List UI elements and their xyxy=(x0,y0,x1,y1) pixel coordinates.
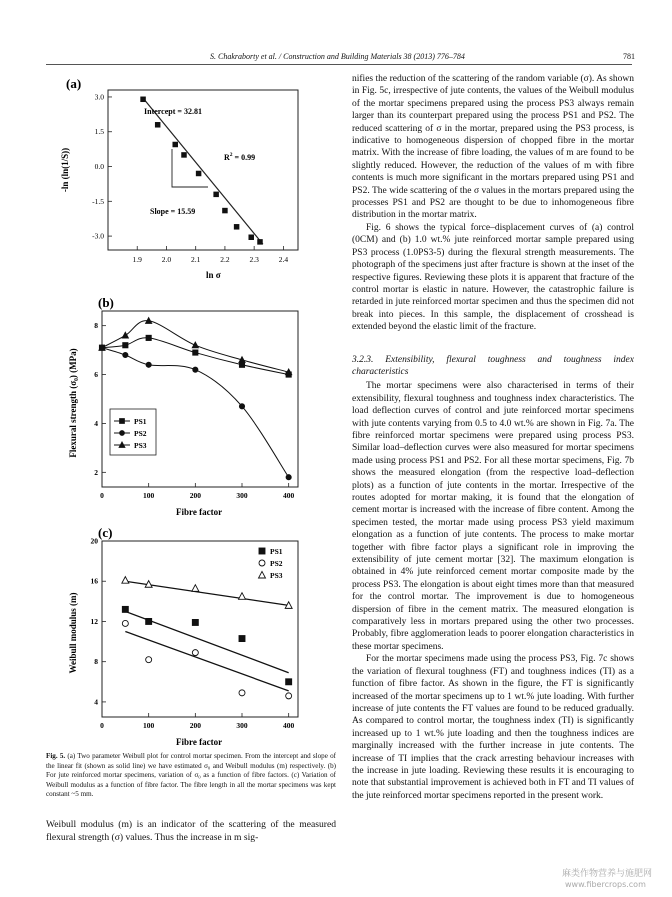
plot-frame xyxy=(102,541,298,717)
paragraph-3: The mortar specimens were also characterised in terms of their extensibility, flexural toughness and toughness index characteristics. The load deflection curves of control and jute reinforced mortar specimens with jute contents varying from 0.5 to 4.0 wt.% are shown in Fig. 7a. The fibre reinforced mortar specimens were prepared using process PS3. Similar load–deflection curves were also measured for mortar specimens made using process PS1 and PS2. For all these mortar specimens, Fig. 7b shows the measured elongation (from the respective load–deflection plots) as a function of jute contents in the mortar. Irrespective of the routes adopted for mortar making, it is found that the elongation of cement mortar is increased with the increase of fibre content. Among the specimen tested, the mortar made using process PS3 yield maximum elongation as a function of jute contents. The process to make mortar together with fibre factor plays a significant role in improving the extensibility of jute cement mortar [32]. The maximum elongation is obtained in 4% jute reinforced cement mortar composite made by the process PS3. The elongation is about eight times more than that measured for the control mortar. The improvement is due to homogeneous dispersion of fibre in the cement matrix. The measured elongation is comparatively less in mortars prepared using the other two processes. Probably, fibre agglomeration leads to poorer elongation characteristics in these mortar specimens. xyxy=(352,381,634,652)
legend-label-ps3: PS3 xyxy=(134,441,147,450)
paragraph-4: For the mortar specimens made using the process PS3, Fig. 7c shows the variation of flexural toughness (FT) and toughness indices (TI) as a function of fibre factor. As shown in the figure, the FT is significantly increased of the mortar specimens up to 1 wt.% jute loading. With further increase of jute contents the FT values are found to be reduced gradually. As compared to control mortar, the toughness index (TI) is significantly increased up to 1 wt.% jute loading and then the toughness indices are marginally increased with the further increase in jute contents. The increase of TI implies that the crack arresting behaviour increases with the increase in jute loading. Reviewing these results it is encouraging to note that substantial improvement is achieved both in FT and TI values of the jute reinforced mortar specimens reported in the present work. xyxy=(352,654,634,801)
square-point xyxy=(193,350,198,355)
panel-label: (b) xyxy=(98,295,114,310)
y-tick-label: 3.0 xyxy=(94,92,104,102)
square-point xyxy=(120,419,125,424)
square-point xyxy=(146,618,152,624)
legend-label-ps1: PS1 xyxy=(270,547,283,556)
panel-label: (a) xyxy=(66,76,82,91)
circle-point xyxy=(192,650,198,656)
x-tick-label: 200 xyxy=(189,491,201,500)
circle-point xyxy=(120,431,125,436)
square-point xyxy=(214,192,219,197)
x-tick-label: 2.0 xyxy=(161,255,172,264)
circle-point xyxy=(193,367,198,372)
y-tick-label: 0.0 xyxy=(94,162,104,172)
x-tick-label: 100 xyxy=(143,721,155,730)
x-tick-label: 2.1 xyxy=(191,255,201,264)
square-point xyxy=(239,362,244,367)
legend-label-ps1: PS1 xyxy=(134,417,147,426)
x-tick-label: 100 xyxy=(143,491,155,500)
square-point xyxy=(223,208,228,213)
square-point xyxy=(259,548,265,554)
square-point xyxy=(286,679,292,685)
square-point xyxy=(192,619,198,625)
figure-caption xyxy=(46,752,336,800)
legend-box xyxy=(110,409,156,455)
square-point xyxy=(196,171,201,176)
axis-ticks xyxy=(92,92,288,264)
x-tick-label: 400 xyxy=(283,721,295,730)
watermark-url: www.fibercrops.com xyxy=(565,880,646,889)
square-point xyxy=(249,235,254,240)
data-points xyxy=(99,318,292,480)
square-point xyxy=(141,97,146,102)
y-axis-label: Flexural strength (σ₀) (MPa) xyxy=(68,348,78,458)
y-tick-label: 20 xyxy=(90,536,98,546)
circle-point xyxy=(146,362,151,367)
y-axis-label: -ln (ln(1/S)) xyxy=(60,147,70,193)
caption-label: Fig. 5. xyxy=(46,752,66,760)
x-axis-label: ln σ xyxy=(206,270,221,280)
circle-point xyxy=(123,352,128,357)
figure-5c-weibull-modulus xyxy=(46,523,306,755)
circle-point xyxy=(239,690,245,696)
intercept-annotation: Intercept = 32.81 xyxy=(144,107,202,116)
circle-point xyxy=(146,657,152,663)
x-axis-label: Fibre factor xyxy=(176,737,223,747)
slope-annotation: Slope = 15.59 xyxy=(150,207,196,216)
circle-point xyxy=(122,620,128,626)
x-tick-label: 0 xyxy=(100,721,104,730)
x-tick-label: 2.3 xyxy=(249,255,259,264)
y-tick-label: -3.0 xyxy=(92,231,104,241)
section-heading: 3.2.3. Extensibility, flexural toughness and toughness index characteristics xyxy=(352,354,634,377)
left-column-text: Weibull modulus (m) is an indicator of the scattering of the measured flexural strength (σ) values. Thus the increase in m sig- xyxy=(46,819,336,843)
paragraph-1: nifies the reduction of the scattering of the random variable (σ). As shown in Fig. 5c, irrespective of jute contents, the values of the Weibull modulus of the mortar specimens prepared using the process PS3 always remain larger than its counterpart prepared using the process PS1 and PS2. The reduced scattering of σ in the mortar, prepared using the PS3 process, is indicative to homogeneous dispersion of chopped fibre in the mortar matrix. With the increase of fibre loading, the values of m are found to be slightly reduced. However, the reduction of the values of m with fibre contents is much more significant in the mortars prepared using PS1 and PS2. The wide scattering of the σ values in the mortars prepared using the processes PS1 and PS2 are thought to be due to inhomogeneous fibre distribution in the mortar matrix. xyxy=(352,74,634,221)
legend-label-ps2: PS2 xyxy=(134,429,147,438)
circle-point xyxy=(286,475,291,480)
triangle-point xyxy=(122,577,129,584)
figure-5a-weibull-plot xyxy=(46,70,306,292)
right-column xyxy=(352,73,634,802)
legend-label-ps3: PS3 xyxy=(270,571,283,580)
triangle-point xyxy=(192,342,198,348)
y-tick-label: 8 xyxy=(94,657,98,667)
x-tick-label: 200 xyxy=(189,721,201,730)
x-tick-label: 300 xyxy=(236,491,248,500)
x-tick-label: 300 xyxy=(236,721,248,730)
square-point xyxy=(182,153,187,158)
legend xyxy=(259,547,283,580)
triangle-point xyxy=(239,593,246,600)
figure-5b-flexural-strength xyxy=(46,293,306,525)
circle-point xyxy=(259,560,265,566)
y-tick-label: 4 xyxy=(94,697,98,707)
square-point xyxy=(123,343,128,348)
y-tick-label: 12 xyxy=(90,616,98,626)
y-tick-label: 8 xyxy=(94,321,98,331)
x-tick-label: 2.4 xyxy=(278,255,289,264)
fit-lines xyxy=(125,581,288,691)
x-tick-label: 1.9 xyxy=(132,255,142,264)
legend xyxy=(110,409,156,455)
legend-label-ps2: PS2 xyxy=(270,559,283,568)
page-number: 781 xyxy=(623,52,635,61)
watermark-chinese: 麻类作物营养与施肥网 xyxy=(562,869,653,879)
x-axis-label: Fibre factor xyxy=(176,507,223,517)
x-tick-label: 2.2 xyxy=(220,255,230,264)
header-rule xyxy=(46,64,632,65)
square-point xyxy=(173,142,178,147)
y-tick-label: 1.5 xyxy=(94,127,104,137)
y-tick-label: 16 xyxy=(90,576,98,586)
data-points xyxy=(122,577,292,699)
y-axis-label: Weibull modulus (m) xyxy=(68,592,78,674)
triangle-point xyxy=(259,571,266,578)
square-point xyxy=(234,225,239,230)
triangle-point xyxy=(192,585,199,592)
circle-point xyxy=(286,693,292,699)
journal-citation: S. Chakraborty et al. / Construction and Building Materials 38 (2013) 776–784 xyxy=(210,52,465,61)
r-squared-annotation: $R^2 = 0.99$ xyxy=(224,152,256,162)
square-point xyxy=(146,335,151,340)
y-tick-label: 2 xyxy=(94,467,98,477)
y-tick-label: 4 xyxy=(94,418,98,428)
panel-label: (c) xyxy=(98,525,113,540)
caption-text: (a) Two parameter Weibull plot for control mortar specimen. From the intercept and slope of the linear fit (shown as solid line) we have estimated σ₀ and Weibull modulus (m) respectively. (b) For jute reinforced mortar specimens, variation of σ₀ as a function of fibre factors. (c) Variation of Weibull modulus as a function of fibre factor. The fibre length in all the mortar specimens was kept constant ~5 mm. xyxy=(46,752,337,798)
x-tick-label: 400 xyxy=(283,491,295,500)
square-point xyxy=(155,122,160,127)
triangle-point xyxy=(122,332,128,338)
plot-frame xyxy=(108,90,298,250)
y-tick-label: 6 xyxy=(94,370,98,380)
fit-line xyxy=(143,98,263,244)
plot-frame xyxy=(102,311,298,487)
square-point xyxy=(258,240,263,245)
x-tick-label: 0 xyxy=(100,491,104,500)
square-point xyxy=(122,606,128,612)
circle-point xyxy=(239,404,244,409)
y-tick-label: -1.5 xyxy=(92,196,104,206)
paragraph-2: Fig. 6 shows the typical force–displacement curves of (a) control (0CM) and (b) 1.0 wt.% jute reinforced mortar sample prepared using PS3 process (1.0PS3-5) during the flexural strength measurements. The photograph of the specimens just after fracture is shown at the inset of the respective figures. Reviewing these plots it is apparent that fracture of the control mortar is elastic in nature. However, the catastrophic failure is retarded in jute reinforced mortar specimen and thus the specimen did not break into pieces. In this sample, the displacement of crosshead is extended beyond the elastic limit of the fracture. xyxy=(352,222,634,333)
square-point xyxy=(239,636,245,642)
